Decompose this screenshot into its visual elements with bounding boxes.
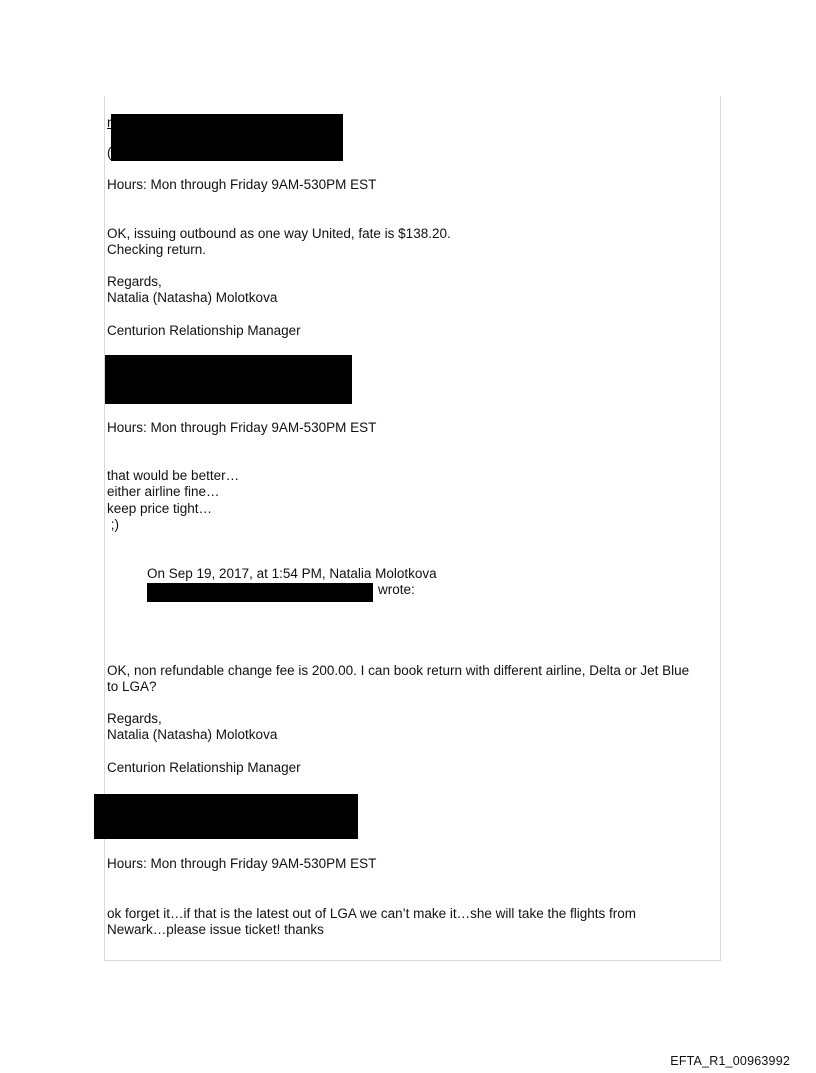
message-line: to LGA?	[107, 679, 157, 694]
reply-line: ;)	[107, 517, 119, 532]
regards-line: Regards,	[107, 274, 162, 289]
hours-line: Hours: Mon through Friday 9AM-530PM EST	[107, 177, 377, 192]
document-id: EFTA_R1_00963992	[670, 1054, 790, 1068]
redaction-box	[94, 794, 358, 839]
signature-role: Centurion Relationship Manager	[107, 760, 301, 775]
hours-line: Hours: Mon through Friday 9AM-530PM EST	[107, 420, 377, 435]
signature-name: Natalia (Natasha) Molotkova	[107, 727, 278, 742]
reply-line: keep price tight…	[107, 501, 213, 516]
quote-header: On Sep 19, 2017, at 1:54 PM, Natalia Molotkova	[147, 566, 437, 581]
message-line: Checking return.	[107, 242, 207, 257]
signature-name: Natalia (Natasha) Molotkova	[107, 290, 278, 305]
message-line: Newark…please issue ticket! thanks	[107, 922, 324, 937]
message-line: ok forget it…if that is the latest out of LGA we can’t make it…she will take the flights from	[107, 906, 636, 921]
message-line: OK, issuing outbound as one way United, fate is $138.20.	[107, 226, 451, 241]
quote-wrote: wrote:	[378, 582, 415, 597]
redaction-box	[147, 583, 373, 602]
reply-line: that would be better…	[107, 468, 240, 483]
message-line: OK, non refundable change fee is 200.00. I can book return with different airline, Delta or Jet Blue	[107, 663, 690, 678]
top-fragment-letter: r	[107, 115, 112, 130]
signature-role: Centurion Relationship Manager	[107, 323, 301, 338]
redaction-box	[111, 114, 343, 161]
top-fragment-paren: (	[107, 145, 112, 160]
regards-line: Regards,	[107, 711, 162, 726]
redaction-box	[105, 355, 352, 404]
reply-line: either airline fine…	[107, 484, 220, 499]
hours-line: Hours: Mon through Friday 9AM-530PM EST	[107, 856, 377, 871]
